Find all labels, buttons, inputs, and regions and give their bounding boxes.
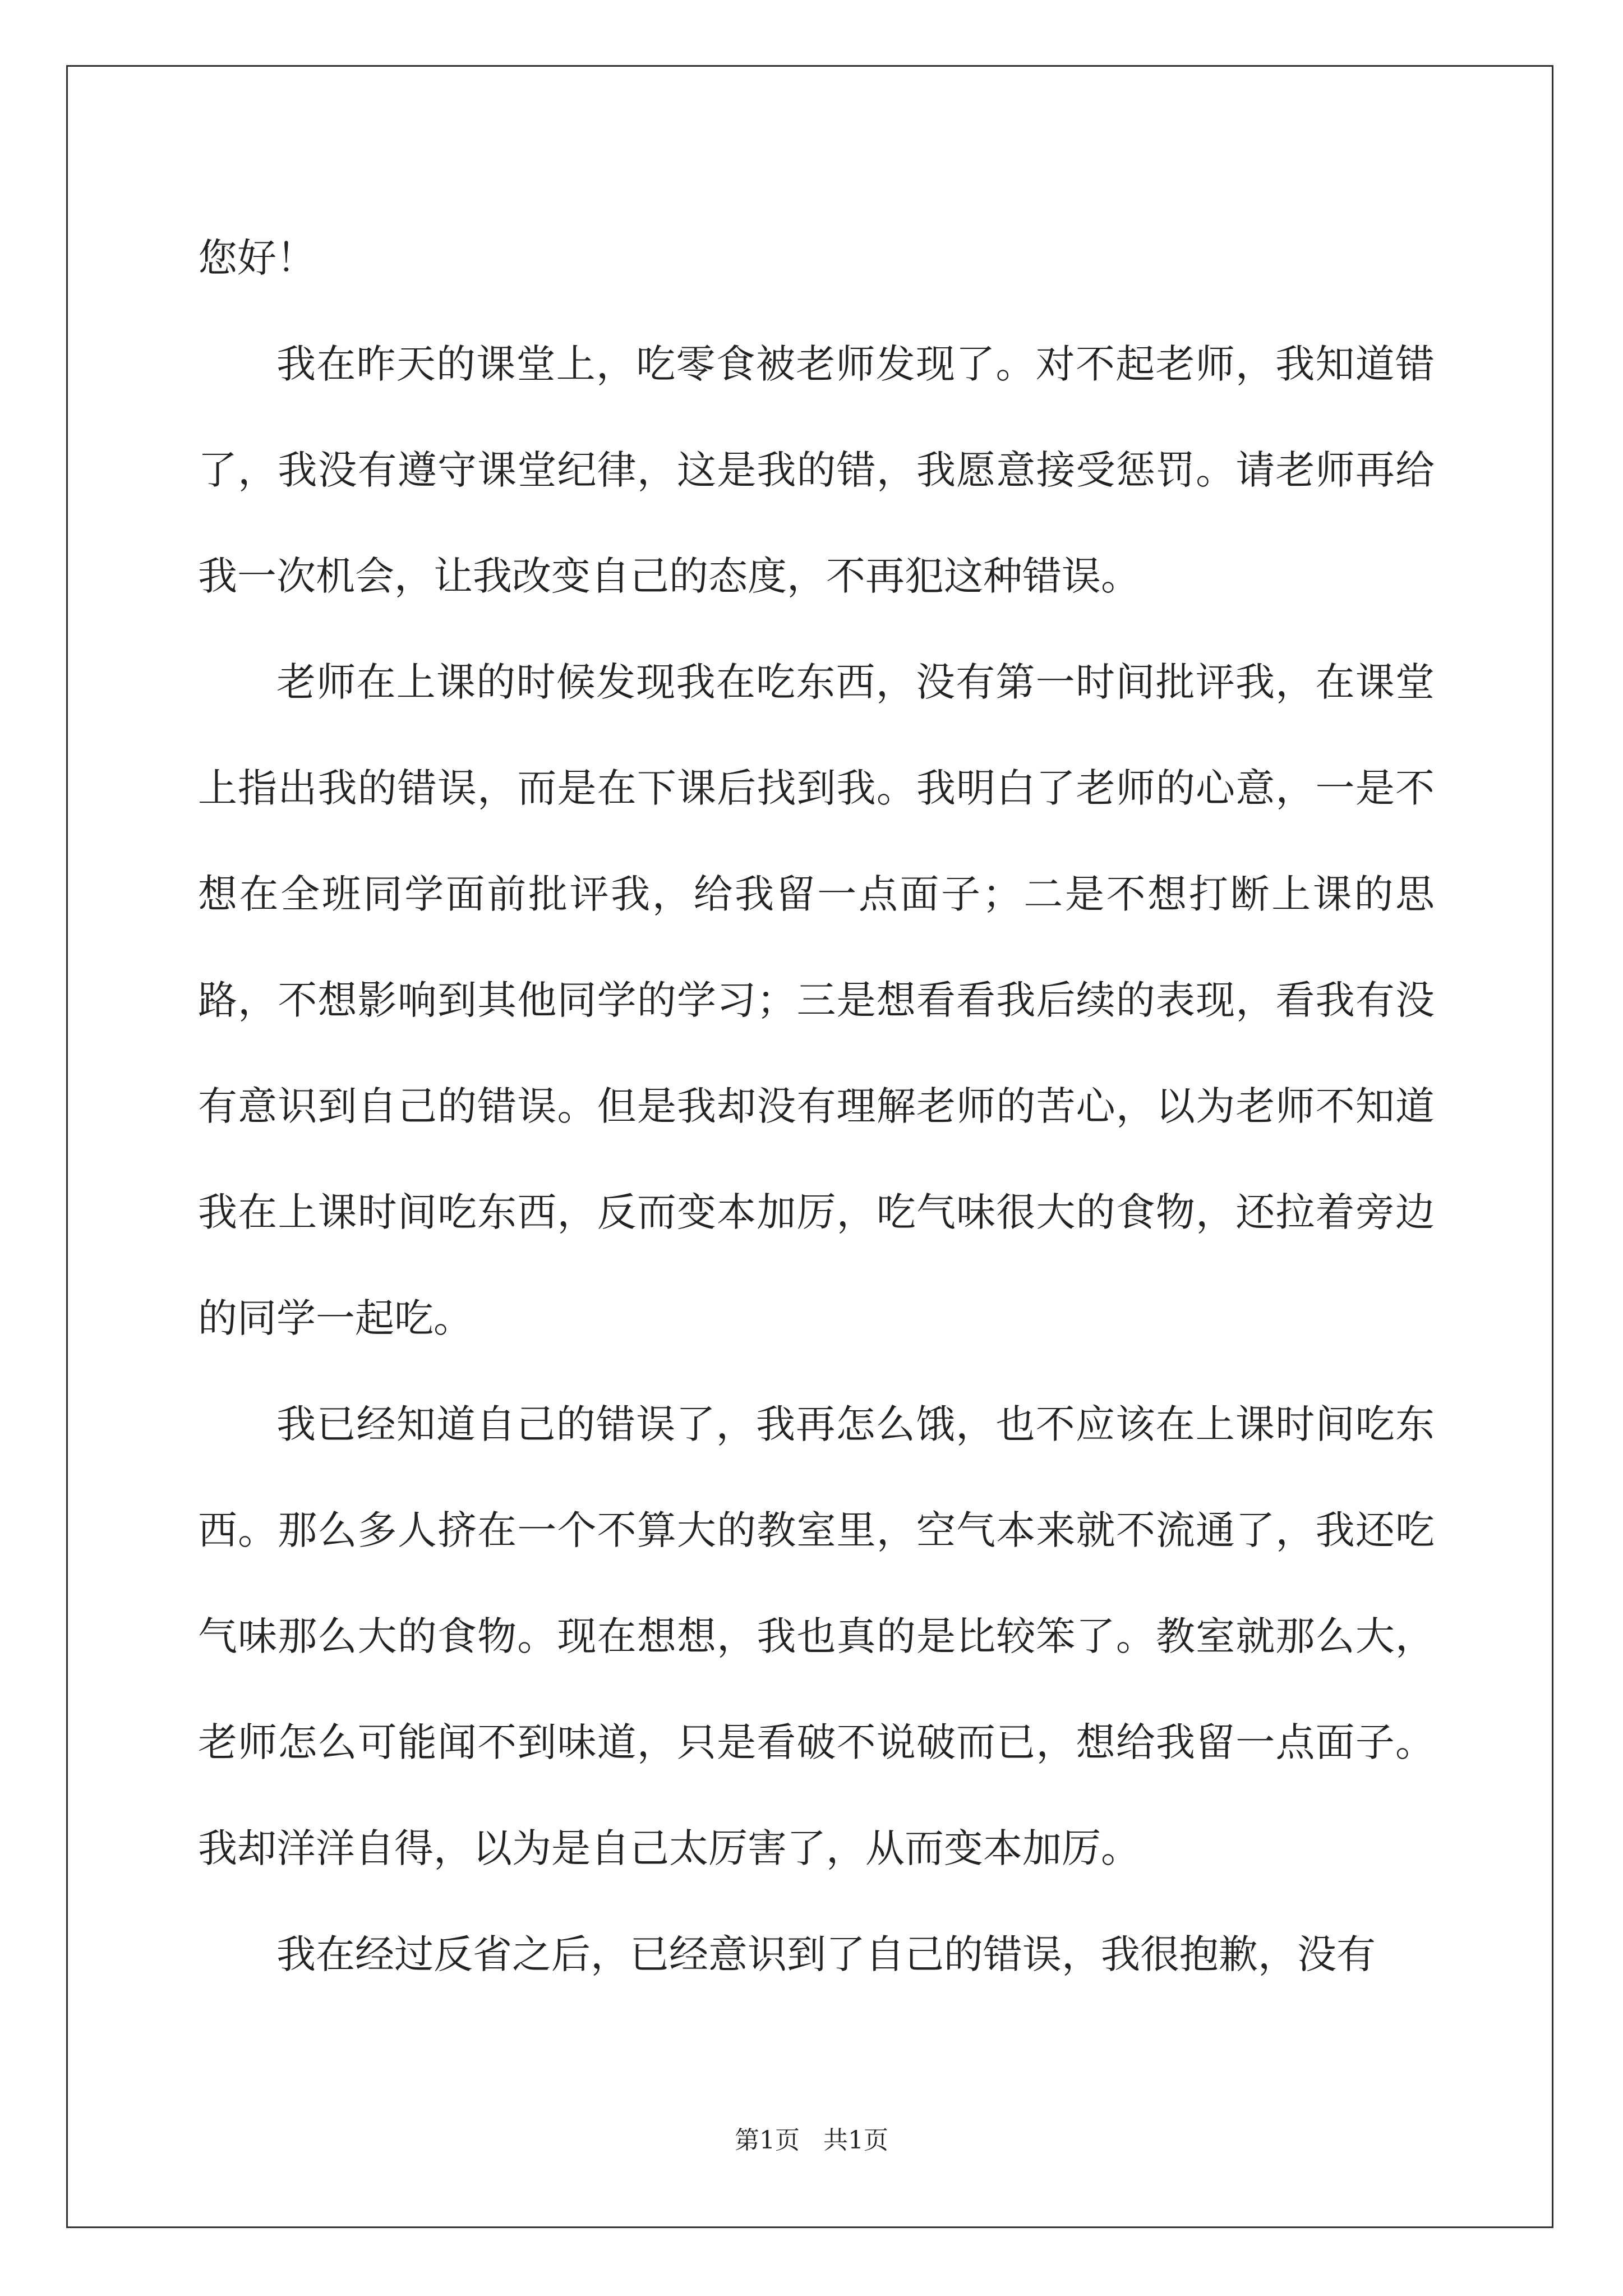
document-body <box>198 205 1435 2008</box>
page-number-total: 共1页 <box>823 2126 888 2155</box>
paragraph-2: 老师在上课的时候发现我在吃东西，没有第一时间批评我，在课堂上指出我的错误，而是在下课后找到我。我明白了老师的心意，一是不想在全班同学面前批评我，给我留一点面子；二是不想打断上课的思路，不想影响到其他同学的学习；三是想看看我后续的表现，看我有没有意识到自己的错误。但是我却没有理解老师的苦心，以为老师不知道我在上课时间吃东西，反而变本加厉，吃气味很大的食物，还拉着旁边的同学一起吃。 <box>198 659 1435 1341</box>
paragraph-1: 我在昨天的课堂上，吃零食被老师发现了。对不起老师，我知道错了，我没有遵守课堂纪律，这是我的错，我愿意接受惩罚。请老师再给我一次机会，让我改变自己的态度，不再犯这种错误。 <box>198 341 1435 599</box>
salutation: 您好！ <box>198 235 316 281</box>
paragraph-4: 我在经过反省之后，已经意识到了自己的错误，我很抱歉，没有 <box>276 1931 1376 1977</box>
page-footer <box>0 2124 1623 2157</box>
paragraph-3: 我已经知道自己的错误了，我再怎么饿，也不应该在上课时间吃东西。那么多人挤在一个不算大的教室里，空气本来就不流通了，我还吃气味那么大的食物。现在想想，我也真的是比较笨了。教室就那么大，老师怎么可能闻不到味道，只是看破不说破而已，想给我留一点面子。我却洋洋自得，以为是自己太厉害了，从而变本加厉。 <box>198 1401 1435 1871</box>
page-number-current: 第1页 <box>735 2126 800 2155</box>
